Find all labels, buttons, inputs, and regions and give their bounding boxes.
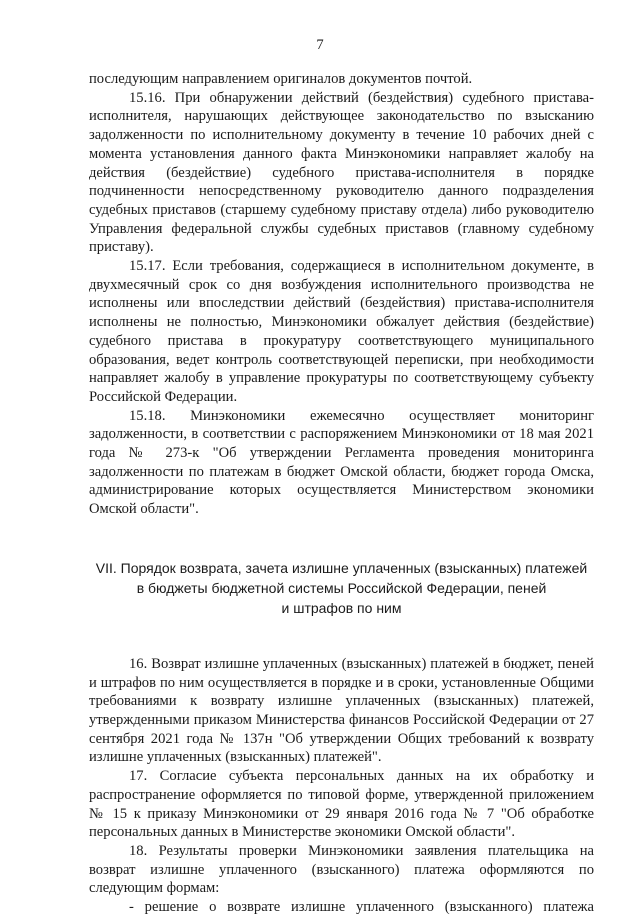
paragraph-17: 17. Согласие субъекта персональных данных на их обработку и распространение оформляется по типовой форме, утвержденной приложением № 15 к приказу Минэкономики от 29 января 2016 года № 7 "Об обработке персональных данных в Министерстве экономики Омской области". (89, 768, 594, 841)
section-heading-line: VII. Порядок возврата, зачета излишне уплаченных (взысканных) платежей (95, 559, 588, 576)
paragraph-16: 16. Возврат излишне уплаченных (взысканных) платежей в бюджет, пеней и штрафов по ним осуществляется в порядке и в сроки, установленные Общими требованиями к возврату излишне уплаченных (взысканных) платежей, утвержденными приказом Министерства финансов Российской Федерации от 27 сентября 2021 года № 137н "Об утверждении Общих требований к возврату излишне уплаченных (взысканных) платежей". (89, 655, 594, 766)
section-heading-line: в бюджеты бюджетной системы Российской Федерации, пеней (136, 579, 547, 596)
section-heading-line: и штрафов по ним (281, 599, 402, 616)
section-heading (89, 558, 594, 618)
document-body (89, 70, 594, 917)
paragraph-15-17: 15.17. Если требования, содержащиеся в исполнительном документе, в двухмесячный срок со дня возбуждения исполнительного производства не исполнены или впоследствии действий (бездействия) пристава-исполнителя исполнены не полностью, Минэкономики обжалует действия (бездействие) судебного пристава в прокуратуру соответствующего муниципального образования, ведет контроль соответствующей переписки, при необходимости направляет жалобу в управление прокуратуры по соответствующему субъекту Российской Федерации. (89, 258, 594, 405)
paragraph-15-18: 15.18. Минэкономики ежемесячно осуществляет мониторинг задолженности, в соответствии с распоряжением Минэкономики от 18 мая 2021 года № 273-к "Об утверждении Регламента проведения мониторинга задолженности по платежам в бюджет Омской области, бюджет города Омска, администрирование которых осуществляется Министерством экономики Омской области". (89, 407, 594, 518)
paragraph-18: 18. Результаты проверки Минэкономики заявления плательщика на возврат излишне уплаченного (взысканного) платежа оформляются по следующим формам: (89, 842, 594, 897)
paragraph-15-16: 15.16. При обнаружении действий (бездействия) судебного пристава-исполнителя, нарушающих действующее законодательство по взысканию задолженности по исполнительному документу в течение 10 рабочих дней с момента установления данного факта Минэкономики направляет жалобу на действия (бездействие) судебного пристава-исполнителя в порядке подчиненности непосредственному руководителю данного подразделения судебных приставов (старшему судебному приставу отдела) либо руководителю Управления федеральной службы судебных приставов (главному судебному приставу). (89, 89, 594, 256)
list-item-decision: - решение о возврате излишне уплаченного (взысканного) платежа (129, 899, 594, 916)
page-number: 7 (316, 37, 324, 53)
paragraph-continuation: последующим направлением оригиналов документов почтой. (89, 71, 473, 87)
